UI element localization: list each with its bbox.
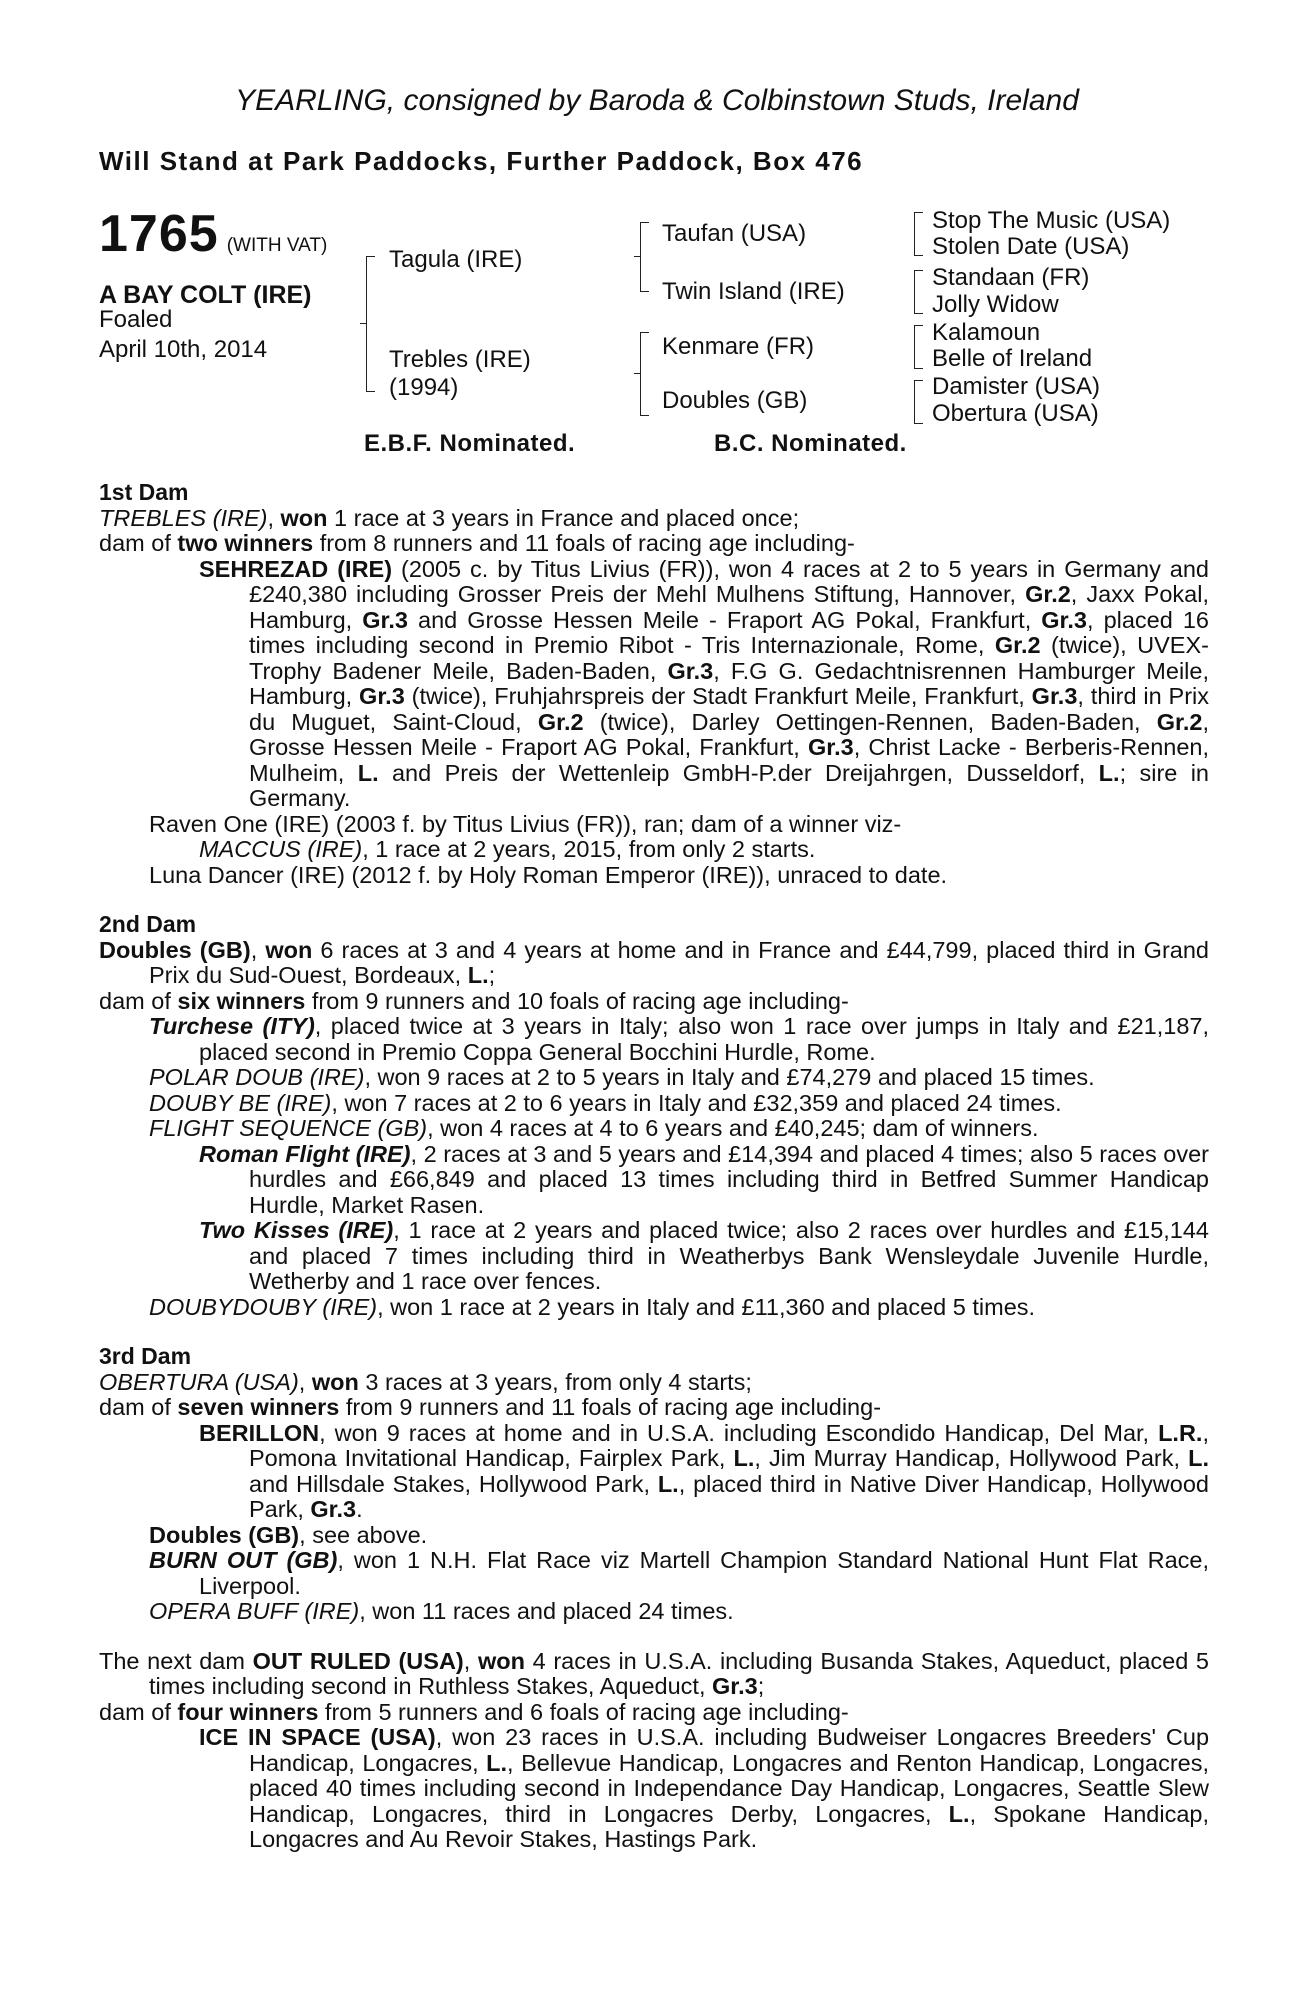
text-run: ; [488, 962, 496, 988]
emphasis-run: Turchese (ITY) [149, 1013, 315, 1039]
emphasis-run: Gr.3 [808, 734, 854, 760]
pedigree-brace-tick [634, 256, 640, 257]
progeny-burn-out [99, 1548, 1209, 1599]
third-dam-line [99, 1370, 1209, 1396]
text: from 8 runners and 11 foals of racing age including- [313, 530, 855, 556]
emphasis-run: L. [733, 1445, 755, 1471]
pedigree-brace-tick [634, 373, 640, 374]
horse-name: POLAR DOUB (IRE) [149, 1064, 365, 1090]
lot-header [99, 204, 327, 264]
emphasis-run: Doubles (GB) [99, 936, 251, 963]
sire-dam-name: Twin Island (IRE) [662, 278, 845, 305]
emphasis-run: L. [657, 1470, 679, 1497]
text-run: , [250, 936, 266, 963]
emphasis-run: L.R. [1158, 1419, 1203, 1446]
granddam-line-3: Standaan (FR) [932, 264, 1090, 291]
text-run: , won 9 races at home and in U.S.A. including Escondido Handicap, Del Mar, [319, 1419, 1159, 1446]
pedigree-notes [99, 480, 1209, 1877]
first-dam-produce [99, 531, 1209, 557]
won-label: won [311, 1368, 359, 1395]
emphasis-run: OUT RULED (USA) [252, 1647, 464, 1674]
granddam-line-6: Belle of Ireland [932, 345, 1093, 372]
text-run: , Spokane Handicap, Longacres and Au Revoir Stakes, Hastings Park. [249, 1800, 1209, 1852]
pedigree-brace [366, 256, 375, 392]
bc-nomination: B.C. Nominated. [714, 430, 907, 457]
emphasis-run: L. [486, 1749, 508, 1776]
text-run: , 2 races at 3 and 5 years and £14,394 and placed 4 times; also 5 races over hurdles and £66,849 and placed 13 times including third in Betfred Summer Handicap Hurdle, Market Rasen. [249, 1140, 1209, 1218]
text-run: , Grosse Hessen Meile - Fraport AG Pokal, Frankfurt, [249, 708, 1209, 760]
progeny-berillon [99, 1421, 1209, 1523]
progeny-roman-flight [99, 1142, 1209, 1219]
dam-foal-year: (1994) [389, 374, 459, 401]
text-run: and Preis der Wettenleip GmbH-P.der Dreijahrgen, Dusseldorf, [378, 759, 1099, 786]
consignor-line: YEARLING, consigned by Baroda & Colbinstown Studs, Ireland [235, 84, 1079, 117]
emphasis-run: won [477, 1647, 525, 1674]
progeny-ice-in-space [99, 1725, 1209, 1853]
next-dam-section [99, 1649, 1209, 1853]
pedigree-brace-tick [360, 323, 366, 324]
text: dam of [99, 1698, 178, 1725]
emphasis-run: ICE IN SPACE (USA) [199, 1724, 436, 1750]
emphasis-run: Gr.3 [359, 683, 405, 709]
emphasis-run: L. [357, 759, 379, 786]
emphasis-run: Gr.3 [1041, 606, 1087, 633]
horse-name: DOUBYDOUBY (IRE) [149, 1293, 378, 1320]
foaled-date: April 10th, 2014 [99, 336, 268, 363]
emphasis-run: L. [467, 962, 489, 988]
text: dam of [99, 987, 178, 1014]
next-dam-produce [99, 1700, 1209, 1726]
granddam-line-1: Stop The Music (USA) [932, 207, 1171, 234]
third-dam-name: OBERTURA (USA) [99, 1368, 299, 1395]
text-run: (twice), UVEX-Trophy Badener Meile, Baden-Baden, [249, 632, 1209, 684]
text: , won 11 races and placed 24 times. [359, 1598, 734, 1624]
text-run: The next dam [99, 1647, 253, 1674]
sire-name: Tagula (IRE) [389, 246, 523, 273]
winner-count: two winners [177, 530, 314, 556]
progeny-maccus [99, 837, 1209, 863]
next-dam-line [99, 1649, 1209, 1700]
text-run: and Grosse Hessen Meile - Fraport AG Pokal, Frankfurt, [407, 606, 1042, 633]
emphasis-run: Gr.3 [362, 606, 408, 633]
text: , [298, 1368, 312, 1395]
text-run: , Bellevue Handicap, Longacres and Renton Handicap, Longacres, placed 40 times including second in Independance Day Handicap, Longacres, Seattle Slew Handicap, Longacres, third in Longacres Derby, Longacres, [249, 1749, 1209, 1827]
text-run: 4 races in U.S.A. including Busanda Stakes, Aqueduct, placed 5 times including second in Ruthless Stakes, Aqueduct, [149, 1647, 1210, 1699]
progeny-luna-dancer: Luna Dancer (IRE) (2012 f. by Holy Roman Emperor (IRE)), unraced to date. [149, 861, 948, 888]
progeny-polar-doub [99, 1065, 1209, 1091]
text-run: , F.G G. Gedachtnisrennen Hamburger Meile, Hamburg, [249, 657, 1209, 709]
progeny-douby-be [99, 1091, 1209, 1117]
emphasis-run: L. [948, 1800, 970, 1827]
progeny-two-kisses [99, 1218, 1209, 1295]
foaled-label: Foaled [99, 306, 173, 333]
text: , 1 race at 2 years, 2015, from only 2 starts. [362, 836, 816, 862]
emphasis-run: SEHREZAD (IRE) [199, 555, 393, 582]
progeny-doubles [99, 1523, 1209, 1549]
sire-sire-name: Taufan (USA) [662, 220, 807, 247]
text: , see above. [299, 1521, 428, 1548]
text-run: , Jaxx Pokal, Hamburg, [249, 581, 1209, 633]
first-dam-heading: 1st Dam [99, 479, 189, 505]
dam-dam-name: Doubles (GB) [662, 387, 808, 414]
text-run: ; [757, 1673, 765, 1699]
text-run: , 1 race at 2 years and placed twice; also 2 races over hurdles and £15,144 and placed 7 times including third in Weatherbys Bank Wensleydale Juvenile Hurdle, Wetherby and 1 race over fences. [249, 1217, 1209, 1294]
dam-sire-name: Kenmare (FR) [662, 333, 815, 360]
first-dam-name: TREBLES (IRE) [99, 504, 268, 531]
text-run: (2005 c. by Titus Livius (FR)), won 4 races at 2 to 5 years in Germany and £240,380 including Grosser Preis der Mehl Mulhens Stiftung, Hannover, [249, 555, 1209, 607]
text: , won 7 races at 2 to 6 years in Italy and £32,359 and placed 24 times. [331, 1089, 1062, 1116]
progeny-raven-one: Raven One (IRE) (2003 f. by Titus Livius (FR)), ran; dam of a winner viz- [149, 810, 902, 837]
emphasis-run: Gr.3 [667, 657, 714, 684]
progeny-opera-buff [99, 1599, 1209, 1625]
text-run: (twice), Darley Oettingen-Rennen, Baden-Baden, [583, 708, 1157, 735]
granddam-line-8: Obertura (USA) [932, 400, 1099, 427]
lot-number: 1765 [99, 205, 219, 263]
emphasis-run: Gr.2 [1025, 581, 1071, 607]
horse-name: FLIGHT SEQUENCE (GB) [149, 1115, 428, 1141]
text-run: , [463, 1647, 478, 1674]
granddam-line-2: Stolen Date (USA) [932, 233, 1130, 260]
text: 1 race at 3 years in France and placed once; [327, 504, 800, 531]
lot-vat: (WITH VAT) [226, 235, 328, 256]
text-run: , won 1 N.H. Flat Race viz Martell Champion Standard National Hunt Flat Race, Liverpool. [199, 1547, 1209, 1599]
text: dam of [99, 1394, 178, 1420]
stand-location: Will Stand at Park Paddocks, Further Paddock, Box 476 [99, 146, 864, 176]
text: from 9 runners and 10 foals of racing age including- [305, 987, 849, 1014]
second-dam-produce [99, 989, 1209, 1015]
horse-name: MACCUS (IRE) [199, 836, 363, 862]
text-run: , placed 16 times including second in Premio Ribot - Tris Internazionale, Rome, [249, 606, 1209, 658]
third-dam-section [99, 1344, 1209, 1625]
text: dam of [99, 530, 178, 556]
granddam-line-4: Jolly Widow [932, 291, 1059, 318]
third-dam-produce [99, 1395, 1209, 1421]
emphasis-run: Gr.3 [310, 1496, 357, 1522]
emphasis-run: Two Kisses (IRE) [199, 1217, 394, 1243]
emphasis-run: won [265, 936, 313, 963]
granddam-line-5: Kalamoun [932, 319, 1041, 346]
text: , won 9 races at 2 to 5 years in Italy and £74,279 and placed 15 times. [364, 1064, 1095, 1090]
text-run: , Jim Murray Handicap, Hollywood Park, [754, 1445, 1189, 1471]
emphasis-run: BERILLON [199, 1419, 320, 1446]
emphasis-run: Roman Flight (IRE) [199, 1140, 411, 1167]
text: from 9 runners and 11 foals of racing age including- [339, 1394, 882, 1420]
horse-name: DOUBY BE (IRE) [149, 1089, 332, 1116]
emphasis-run: Gr.2 [994, 632, 1041, 658]
text: , won 1 race at 2 years in Italy and £11,360 and placed 5 times. [377, 1293, 1036, 1320]
pedigree-brace [640, 222, 649, 292]
emphasis-run: L. [1098, 759, 1120, 786]
pedigree-brace [640, 332, 649, 416]
pedigree-brace [914, 380, 923, 424]
emphasis-run: BURN OUT (GB) [149, 1547, 338, 1573]
text-run: and Hillsdale Stakes, Hollywood Park, [249, 1470, 658, 1497]
progeny-doubydouby [99, 1295, 1209, 1321]
progeny-sehrezad [99, 557, 1209, 812]
emphasis-run: Gr.3 [1031, 683, 1078, 709]
horse-name: Doubles (GB) [149, 1521, 300, 1548]
first-dam-section [99, 480, 1209, 888]
text: , [267, 504, 281, 531]
winner-count: seven winners [177, 1394, 340, 1420]
won-label: won [280, 504, 328, 531]
text-run: , placed third in Native Diver Handicap, Hollywood Park, [249, 1470, 1209, 1522]
text-run: , won 23 races in U.S.A. including Budweiser Longacres Breeders' Cup Handicap, Longacres, [249, 1724, 1210, 1776]
emphasis-run: Gr.3 [712, 1673, 758, 1699]
pedigree-brace [914, 212, 923, 256]
text-run: , third in Prix du Muguet, Saint-Cloud, [249, 683, 1209, 735]
text-run: , Christ Lacke - Berberis-Rennen, Mulheim, [249, 734, 1210, 786]
winner-count: four winners [177, 1698, 319, 1725]
second-dam-section [99, 912, 1209, 1320]
pedigree-brace [914, 270, 923, 314]
text: 3 races at 3 years, from only 4 starts; [358, 1368, 752, 1395]
foaled-info [99, 305, 267, 365]
emphasis-run: Gr.2 [537, 708, 584, 735]
first-dam-line [99, 506, 1209, 532]
emphasis-run: Gr.2 [1156, 708, 1203, 735]
winner-count: six winners [177, 987, 306, 1014]
ebf-nomination: E.B.F. Nominated. [364, 430, 576, 457]
text: , won 4 races at 4 to 6 years and £40,245; dam of winners. [427, 1115, 1039, 1141]
second-dam-line [99, 938, 1209, 989]
granddam-line-7: Damister (USA) [932, 373, 1101, 400]
text-run: , placed twice at 3 years in Italy; also won 1 race over jumps in Italy and £21,187, placed second in Premio Coppa General Bocchini Hurdle, Rome. [199, 1013, 1209, 1065]
horse-name: OPERA BUFF (IRE) [149, 1598, 360, 1624]
text: from 5 runners and 6 foals of racing age including- [318, 1698, 849, 1725]
text-run: , Pomona Invitational Handicap, Fairplex Park, [249, 1419, 1209, 1471]
text-run: ; sire in Germany. [249, 759, 1209, 811]
text-run: (twice), Fruhjahrspreis der Stadt Frankfurt Meile, Frankfurt, [404, 683, 1032, 709]
text-run: 6 races at 3 and 4 years at home and in France and £44,799, placed third in Grand Prix du Sud-Ouest, Bordeaux, [149, 936, 1209, 988]
progeny-flight-sequence [99, 1116, 1209, 1142]
pedigree-brace [914, 325, 923, 369]
second-dam-heading: 2nd Dam [99, 911, 197, 937]
emphasis-run: L. [1188, 1445, 1209, 1471]
third-dam-heading: 3rd Dam [99, 1343, 192, 1369]
text-run: . [356, 1496, 363, 1522]
lot-description: A BAY COLT (IRE) [99, 281, 312, 309]
dam-name: Trebles (IRE) [389, 346, 531, 373]
progeny-turchese [99, 1014, 1209, 1065]
